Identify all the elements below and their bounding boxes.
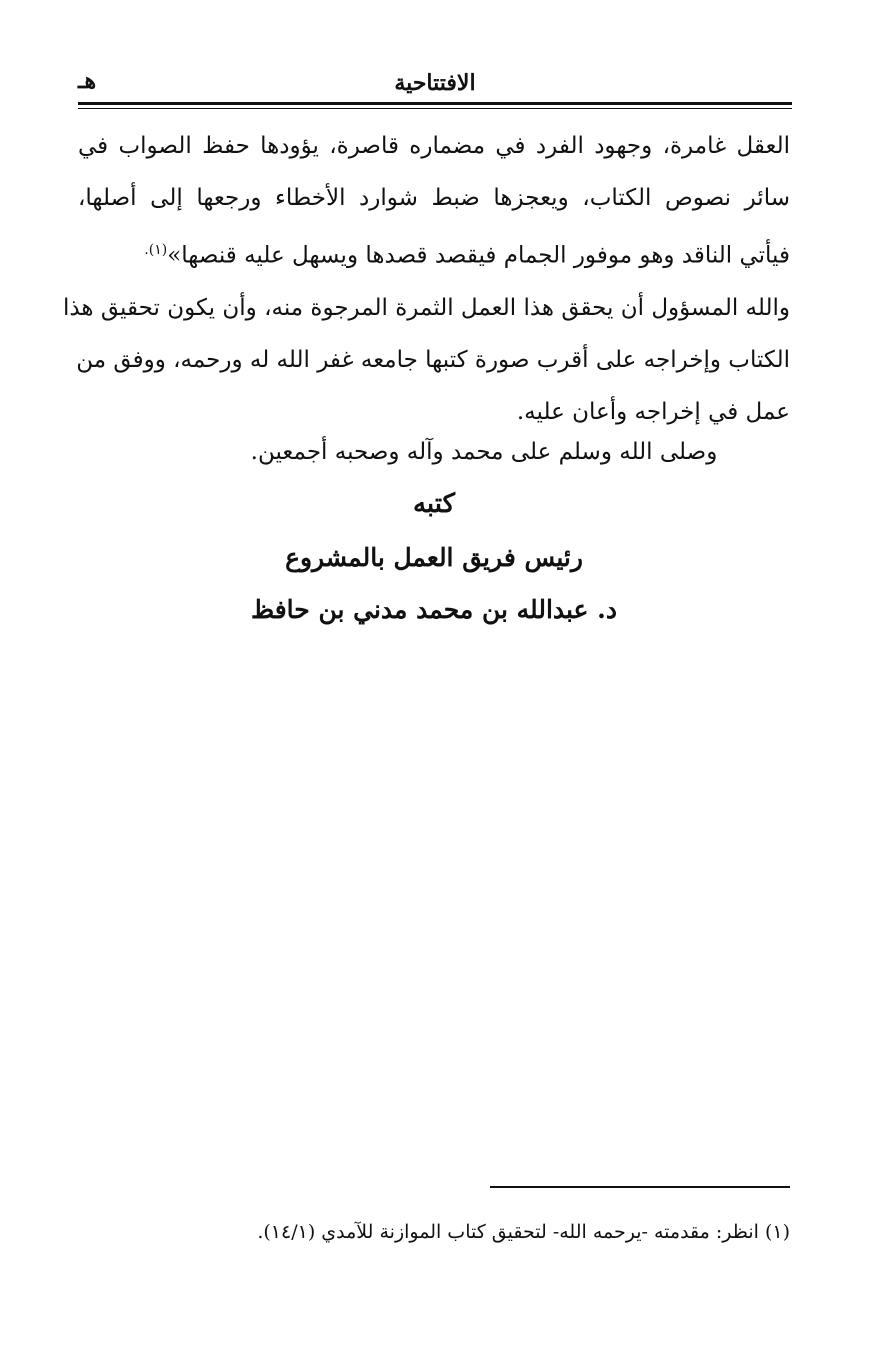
signature-role: رئيس فريق العمل بالمشروع [285,543,583,572]
header-rule-thin [78,108,792,109]
closing-salutation: وصلى الله وسلم على محمد وآله وصحبه أجمعين. [250,439,718,465]
body-line: عمل في إخراجه وأعان عليه. [516,398,790,425]
body-line-text: فيأتي الناقد وهو موفور الجمام فيقصد قصدها ويسهل عليه قنصها» [167,242,790,269]
body-line-with-footnote [78,224,790,282]
signature-wrote: كتبه [412,489,455,519]
header-rule-thick [78,102,792,105]
header-title: الافتتاحية [394,70,476,96]
footnote-reference: (١). [144,242,168,258]
page-marker: هـ [78,68,97,94]
footnote: (١) انظر: مقدمته -يرحمه الله- لتحقيق كتاب الموازنة للآمدي (١٤/١). [257,1221,790,1243]
body-paragraphs [62,120,790,438]
body-line: العقل غامرة، وجهود الفرد في مضماره قاصرة، يؤودها حفظ الصواب في [78,133,790,159]
body-line: سائر نصوص الكتاب، ويعجزها ضبط شوارد الأخطاء ورجعها إلى أصلها، [78,185,790,211]
signature-name: د. عبدالله بن محمد مدني بن حافظ [250,595,618,624]
body-line: الكتاب وإخراجه على أقرب صورة كتبها جامعه غفر الله له ورحمه، ووفق من [76,346,790,373]
body-line: والله المسؤول أن يحقق هذا العمل الثمرة المرجوة منه، وأن يكون تحقيق هذا [62,294,790,321]
closing-salutation-block [78,426,790,478]
running-header [78,66,792,102]
footnote-separator [490,1186,790,1188]
